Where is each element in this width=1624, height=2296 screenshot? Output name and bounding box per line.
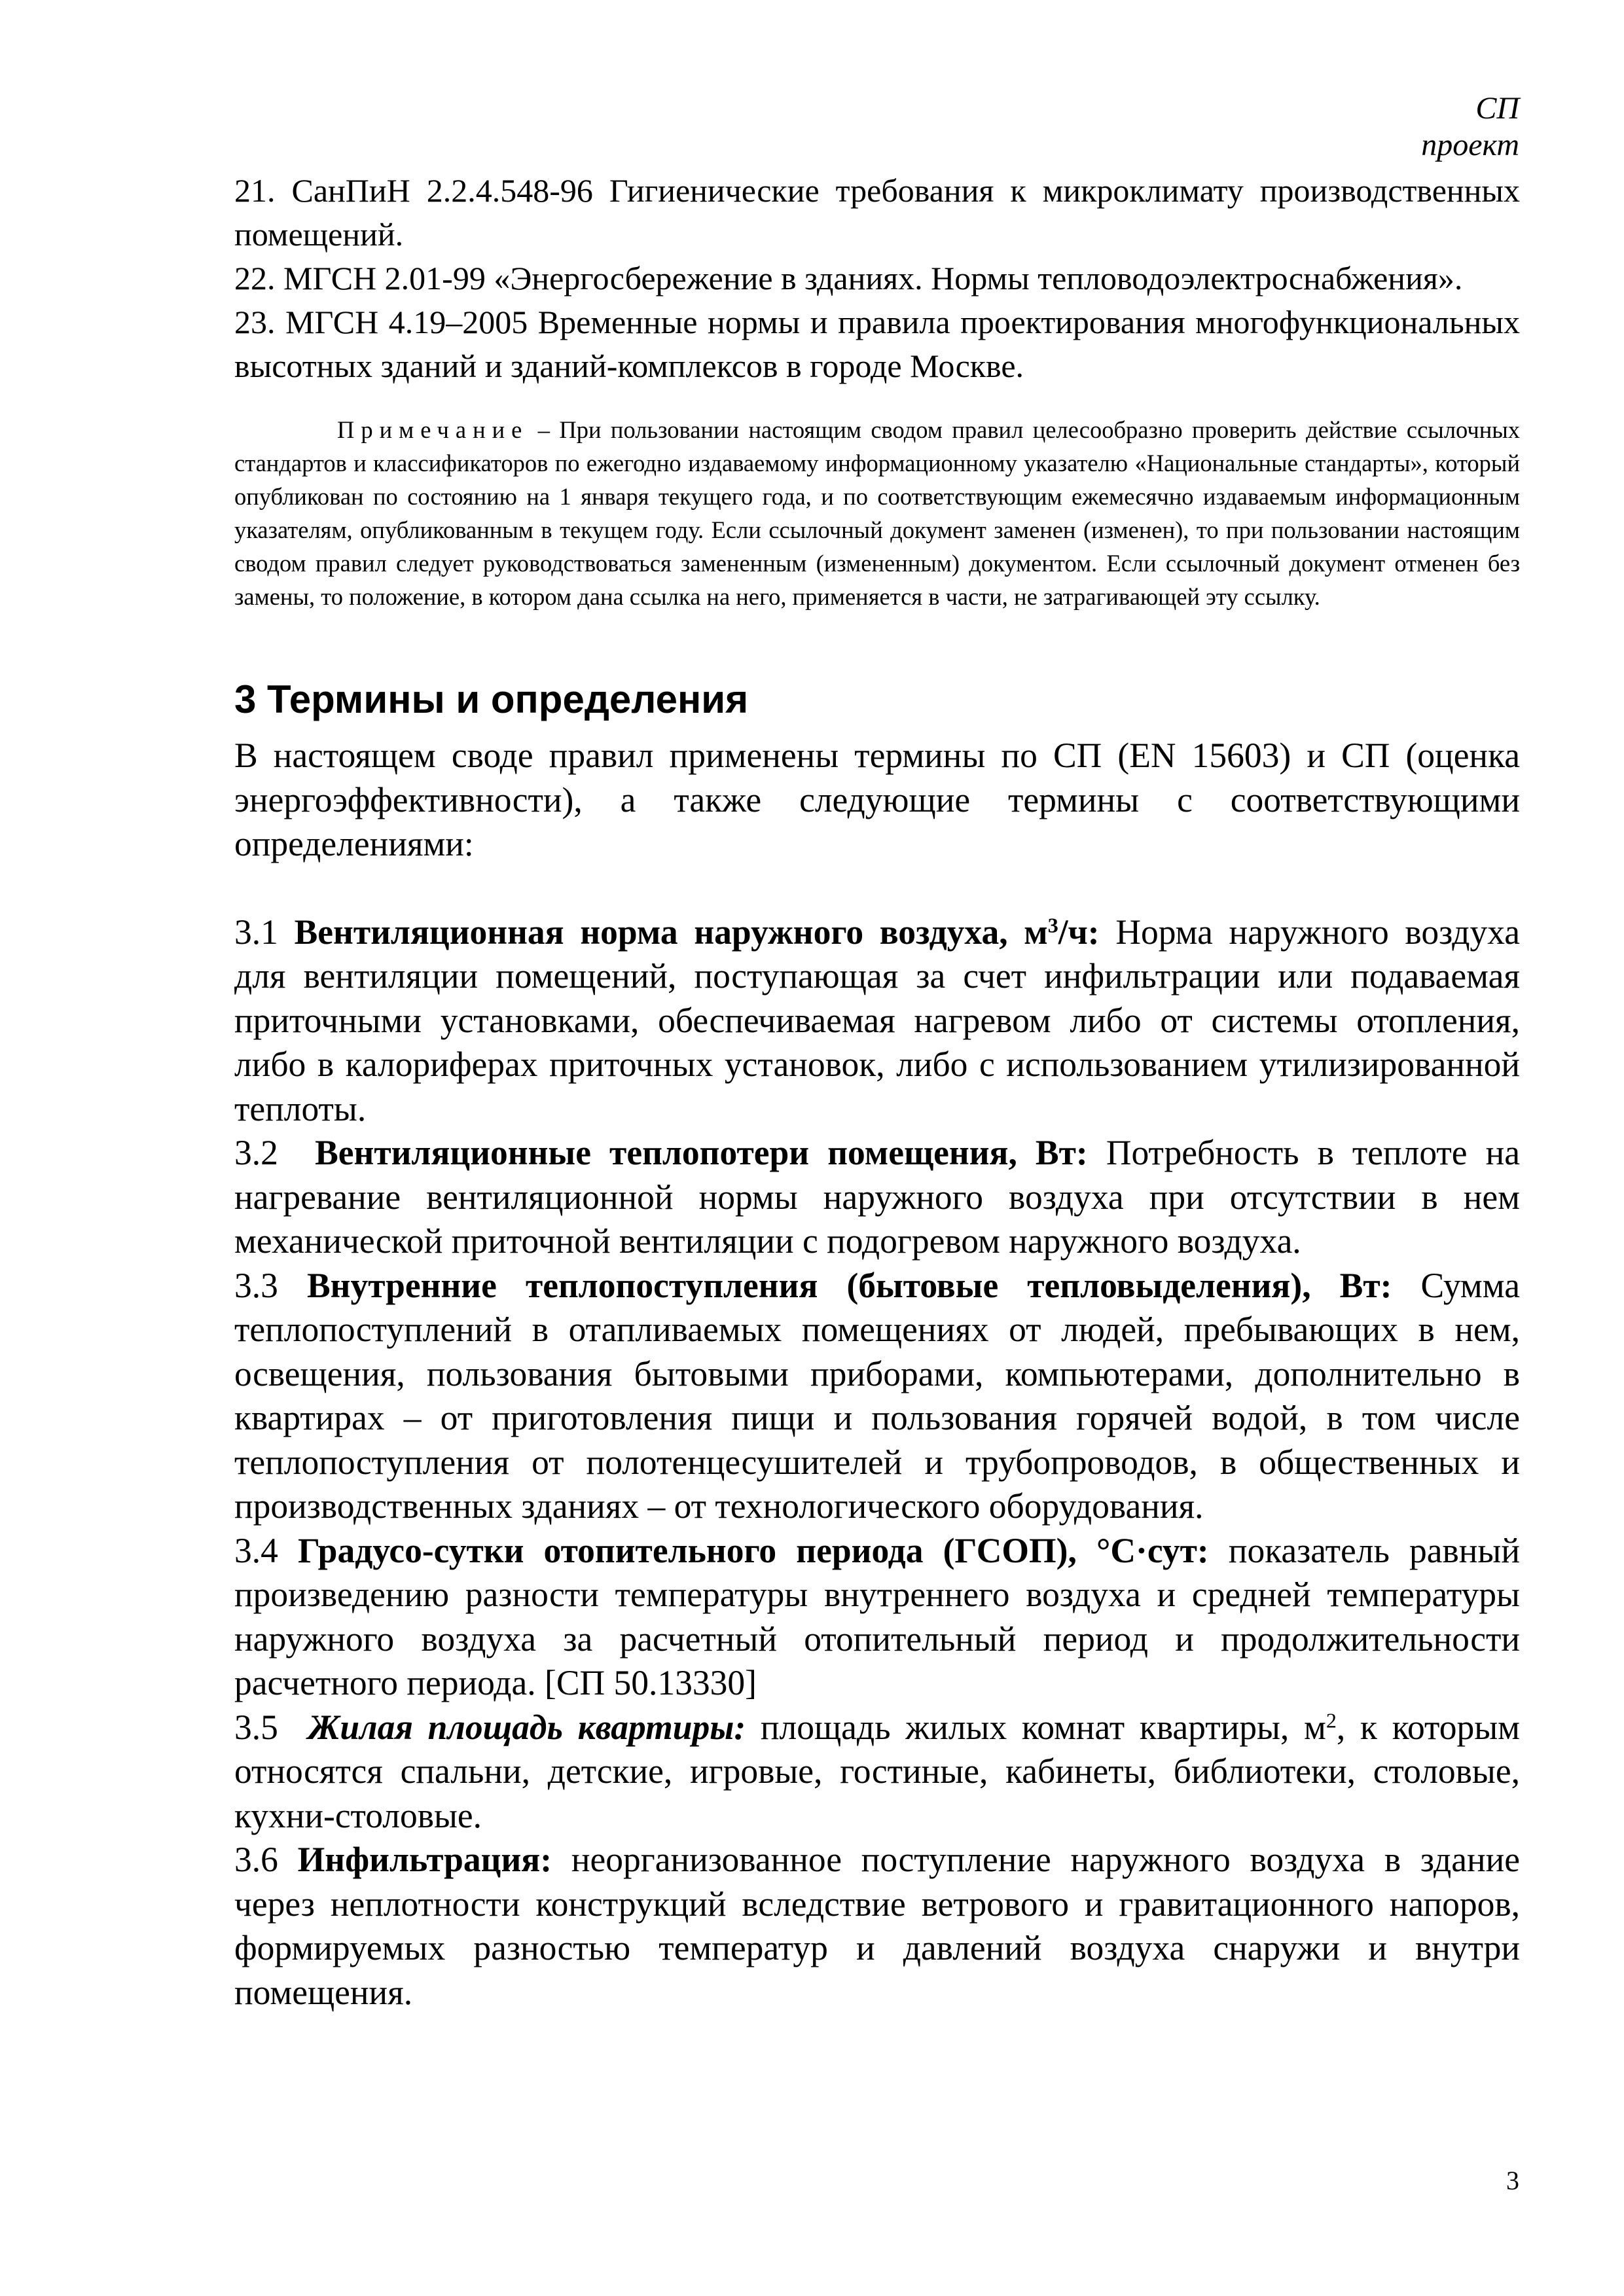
term-number: 3.1 — [234, 912, 278, 952]
reference-number: 23. — [234, 304, 276, 340]
term-definition: Норма наружного воздуха для вентиляции помещений, поступающая за счет инфильтрации или подаваемая приточными установками, обеспечиваемая нагревом либо от системы отопления, либо в калориферах приточных установок, либо с использованием утилизированной теплоты. — [234, 912, 1520, 1128]
section-intro: В настоящем своде правил применены термины по СП (EN 15603) и СП (оценка энергоэффективности), а также следующие термины с соответствующими определениями: — [234, 736, 1520, 863]
term-definition: Потребность в теплоте на нагревание вентиляционной нормы наружного воздуха при отсутствии в нем механической приточной вентиляции с подогревом наружного воздуха. — [234, 1133, 1521, 1261]
term-definition: площадь жилых комнат квартиры, $м^2$, к которым относятся спальни, детские, игровые, гостиные, кабинеты, библиотеки, столовые, кухни-столовые. — [234, 1707, 1521, 1835]
term-entry — [234, 1529, 1520, 1706]
term-name: Градусо-сутки отопительного периода (ГСОП), °С·сут: — [298, 1530, 1209, 1570]
reference-number: 21. — [234, 172, 276, 209]
page-header — [1421, 90, 1519, 164]
term-number: 3.2 — [234, 1133, 278, 1172]
term-entry — [234, 1838, 1520, 2015]
term-definition: Сумма теплопоступлений в отапливаемых помещениях от людей, пребывающих в нем, освещения, пользования бытовыми приборами, компьютерами, дополнительно в квартирах – от приготовления пищи и пользования горячей водой, в том числе теплопоступления от полотенцесушителей и трубопроводов, в общественных и производственных зданиях – от технологического оборудования. — [234, 1265, 1520, 1526]
term-entry — [234, 1706, 1520, 1839]
terms-list — [234, 910, 1520, 2015]
term-name: Жилая площадь квартиры: — [308, 1707, 746, 1747]
term-number: 3.4 — [234, 1530, 278, 1570]
term-name: Вентиляционные теплопотери помещения, Вт: — [315, 1133, 1088, 1172]
reference-text: МГСН 4.19–2005 Временные нормы и правила проектирования многофункциональных высотных зданий и зданий-комплексов в городе Москве. — [234, 304, 1520, 384]
term-name: Инфильтрация: — [297, 1840, 552, 1879]
term-definition: показатель равный произведению разности температуры внутреннего воздуха и средней температуры наружного воздуха за расчетный отопительный период и продолжительности расчетного периода. [СП 50.13330] — [234, 1530, 1520, 1702]
note-text: – При пользовании настоящим сводом правил целесообразно проверить действие ссылочных стандартов и классификаторов по ежегодно издаваемому информационному указателю «Национальные стандарты», который опубликован по состоянию на 1 января текущего года, и по соответствующим ежемесячно издаваемым информационным указателям, опубликованным в текущем году. Если ссылочный документ заменен (изменен), то при пользовании настоящим сводом правил следует руководствоваться замененным (измененным) документом. Если ссылочный документ отменен без замены, то положение, в котором дана ссылка на него, применяется в части, не затрагивающей эту ссылку. — [234, 416, 1521, 610]
note-label: Примечание — [337, 416, 529, 443]
note-paragraph — [234, 413, 1520, 613]
term-number: 3.3 — [234, 1265, 278, 1305]
reference-text: МГСН 2.01-99 «Энергосбережение в зданиях. Нормы тепловодоэлектроснабжения». — [283, 260, 1463, 296]
reference-list — [234, 169, 1520, 388]
term-entry — [234, 1264, 1520, 1529]
page-content — [234, 169, 1520, 2015]
reference-number: 22. — [234, 260, 276, 296]
term-entry — [234, 910, 1520, 1132]
term-definition: неорганизованное поступление наружного воздуха в здание через неплотности конструкций вследствие ветрового и гравитационного напоров, формируемых разностью температур и давлений воздуха снаружи и внутри помещения. — [234, 1840, 1521, 2012]
reference-item — [234, 169, 1520, 257]
page-number: 3 — [1506, 2166, 1519, 2195]
term-name: Вентиляционная норма наружного воздуха, $м^3/ч$: — [294, 912, 1100, 952]
term-entry — [234, 1131, 1520, 1264]
section-title: 3 Термины и определения — [234, 677, 749, 721]
term-number: 3.6 — [234, 1840, 278, 1879]
reference-item — [234, 257, 1520, 300]
term-name: Внутренние теплопоступления (бытовые тепловыделения), Вт: — [306, 1265, 1392, 1305]
reference-item — [234, 300, 1520, 388]
header-status: проект — [1421, 128, 1519, 162]
header-doc-code: СП — [1475, 91, 1519, 126]
reference-text: СанПиН 2.2.4.548-96 Гигиенические требования к микроклимату производственных помещений. — [234, 172, 1520, 253]
term-number: 3.5 — [234, 1707, 278, 1747]
